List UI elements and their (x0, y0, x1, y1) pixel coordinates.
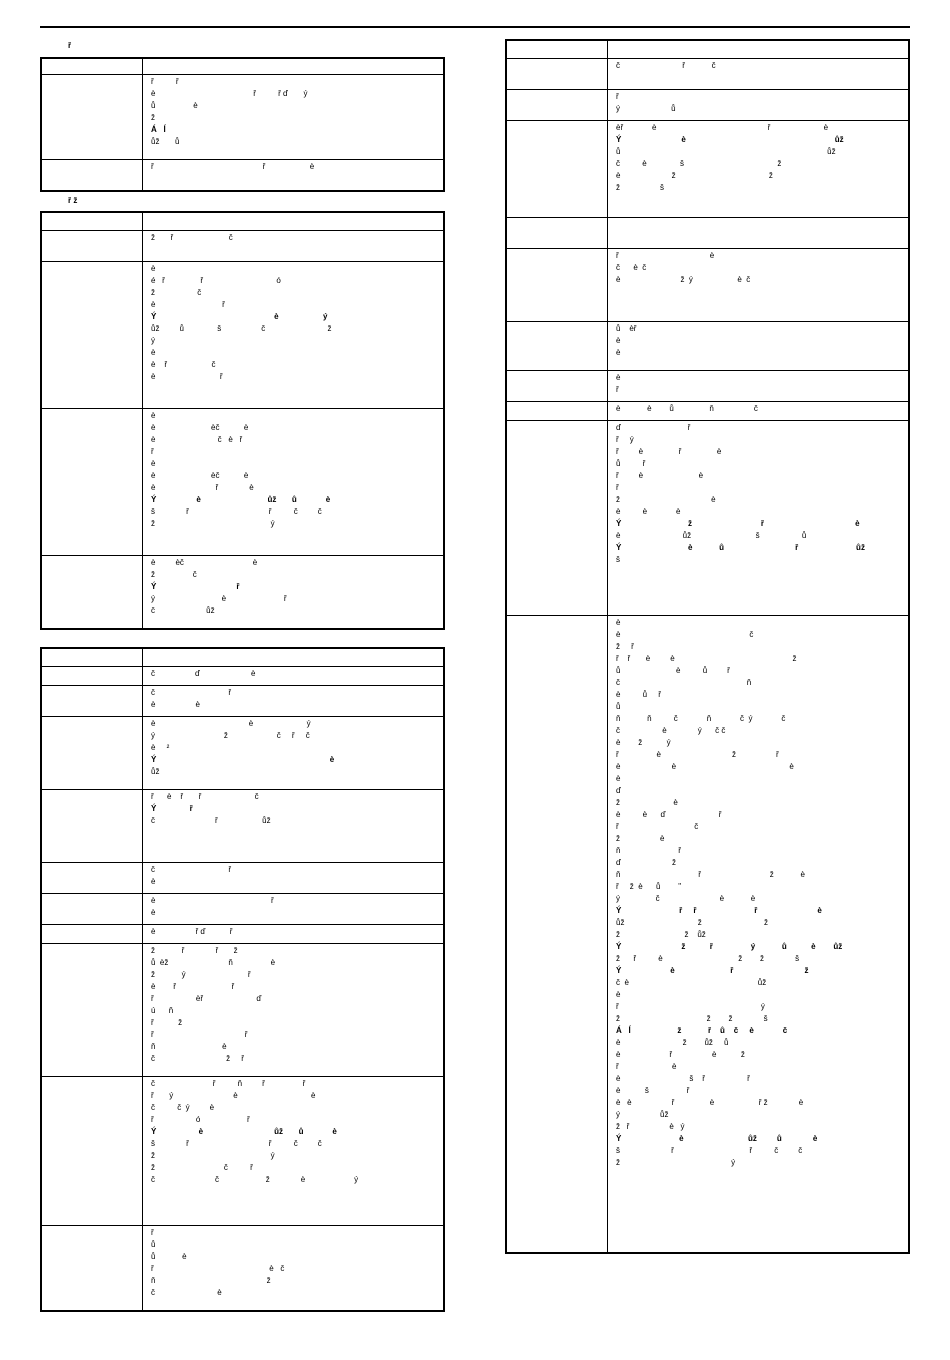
text-line: ž ý (151, 518, 275, 528)
text-line: ř ř è è ž (616, 653, 797, 663)
text-line: č è ůž (616, 977, 767, 987)
cell-content (143, 160, 443, 190)
t2-row-1-text (143, 261, 445, 408)
text-line: ř è ř ř č (151, 791, 259, 801)
text-line: è ř (151, 299, 225, 309)
text-line: è è è (616, 761, 794, 771)
t2-row-3-text (143, 555, 445, 629)
t3-row-1-text (143, 685, 445, 716)
text-line: ž è (616, 797, 678, 807)
text-line: ř (151, 446, 154, 456)
cell-content (608, 90, 908, 120)
text-line: ž č ř (151, 1162, 253, 1172)
text-line: ř ý (616, 434, 634, 444)
section-title-1: ř (68, 41, 72, 50)
text-line: è (616, 335, 621, 345)
text-line: ď ř (616, 422, 691, 432)
text-line: č ř č (616, 60, 716, 70)
text-line: ř ř è (151, 161, 315, 171)
text-line: ř è ř è (616, 446, 722, 456)
text-line: ř ý è è (151, 1090, 316, 1100)
text-line: Ý è ý (151, 311, 328, 321)
t4-row-9-text (608, 615, 910, 1253)
t2-row-2-text (143, 408, 445, 555)
text-line: ů ůž (616, 146, 836, 156)
table-1 (40, 57, 445, 192)
text-line: ž č (151, 569, 197, 579)
text-line: è (616, 773, 621, 783)
text-line: ř ó ř (151, 1114, 250, 1124)
text-line: ř ý (616, 1001, 765, 1011)
text-line: ř (616, 91, 619, 101)
text-line: ď ž (616, 857, 677, 867)
cell-content (608, 249, 908, 321)
text-line: ů è (151, 1251, 187, 1261)
text-line: è ž ž (616, 170, 773, 180)
text-line: č è č (616, 262, 647, 272)
text-line: ř ž (151, 1017, 183, 1027)
table-3 (40, 647, 445, 1312)
text-line: Ý è ůž ů è (151, 494, 331, 504)
text-line: š ř ř č č (616, 1145, 803, 1155)
top-rule (40, 26, 910, 28)
text-line: è èč è (151, 470, 249, 480)
text-line: ů (151, 1239, 156, 1249)
t4-row-3-text (608, 217, 910, 248)
t1-row-0-text (143, 74, 445, 159)
text-line: ř èř ď (151, 993, 262, 1003)
t4-row-1-text (608, 89, 910, 120)
text-line: ž ř (616, 641, 634, 651)
text-line: è è è (616, 506, 681, 516)
text-line: è (151, 347, 156, 357)
text-line: ž è (616, 833, 665, 843)
text-line: è (616, 347, 621, 357)
cell-content (143, 75, 443, 159)
text-line: ů èž ň è (151, 957, 276, 967)
text-line: ř è ž ř (616, 749, 779, 759)
text-line (616, 221, 618, 229)
text-line: è èč è (151, 422, 249, 432)
text-line: è ž ůž ů (616, 1037, 729, 1047)
text-line: č è (151, 1287, 222, 1297)
text-line: ž ř è ý (616, 1121, 685, 1131)
table-4 (505, 39, 910, 1254)
cell-content (143, 231, 443, 261)
cell-content (143, 925, 443, 943)
t3-row-8-text (143, 1076, 445, 1225)
text-line: č ř ň ř ř (151, 1078, 306, 1088)
cell-content (143, 790, 443, 862)
t3-row-9-text (143, 1225, 445, 1311)
text-line: è è (151, 699, 200, 709)
text-line: ůž ů (151, 136, 180, 146)
text-line: ň ř ž è (616, 869, 805, 879)
cell-content (608, 121, 908, 217)
text-line: Ý è ůž (616, 134, 844, 144)
text-line: Ý ř ř ř è (616, 905, 822, 915)
text-line: ž č (151, 287, 202, 297)
text-line: č è ý č č (616, 725, 726, 735)
text-line: ď (616, 785, 621, 795)
text-line: ň è (151, 1041, 227, 1051)
text-line: č ř (151, 687, 232, 697)
t4-row-7-text (608, 401, 910, 420)
text-line: è ř è ž (616, 1049, 745, 1059)
text-line: Ý ř (151, 581, 240, 591)
text-line: č ď è (151, 668, 256, 678)
text-line: è è ů ň č (616, 403, 758, 413)
text-line: ý (151, 335, 155, 345)
cell-content (608, 402, 908, 420)
text-line: ř (151, 1227, 154, 1237)
t4-row-0-text (608, 58, 910, 89)
text-line: è ř (151, 895, 274, 905)
text-line: ý ů (616, 103, 676, 113)
cell-content (143, 863, 443, 893)
text-line: š ř ř č č (151, 506, 322, 516)
text-line: ř è (616, 250, 715, 260)
text-line: č ř (151, 864, 232, 874)
t3-row-2-text (143, 716, 445, 789)
text-line: ň ř (616, 845, 681, 855)
text-line: Ý è (151, 754, 335, 764)
text-line: ž ž ůž (616, 929, 706, 939)
text-line: ý ůž (616, 1109, 669, 1119)
text-line: è ř (151, 371, 223, 381)
text-line: Ý ř (151, 803, 193, 813)
text-line: ř (616, 482, 619, 492)
text-line: è è ď ř (616, 809, 722, 819)
t3-row-4-text (143, 862, 445, 893)
text-line: ůž ž ž (616, 917, 769, 927)
text-line: ř (616, 384, 619, 394)
section-title-2: ř ž (68, 196, 78, 205)
text-line: č č ž è ý (151, 1174, 359, 1184)
text-line: ň ň č ň č ý č (616, 713, 786, 723)
text-line: ž ý (616, 1157, 736, 1167)
text-line: ř è è (616, 470, 704, 480)
text-line: ú ň (151, 1005, 174, 1015)
cell-content (143, 1077, 443, 1225)
cell-content (608, 421, 908, 615)
text-line: ů (616, 701, 621, 711)
text-line: Ý ž ř è (616, 518, 860, 528)
text-line: è (151, 410, 156, 420)
text-line: è (151, 263, 156, 273)
cell-content (143, 717, 443, 789)
cell-content (608, 616, 908, 1252)
text-line: ý ž č ř č (151, 730, 310, 740)
text-line: è (616, 372, 621, 382)
cell-content (143, 686, 443, 716)
text-line: è č è ř (151, 434, 243, 444)
text-line: è š ř (616, 1085, 690, 1095)
text-line: ň ž (151, 1275, 271, 1285)
cell-content (608, 322, 908, 370)
text-line: ž (151, 112, 155, 122)
cell-content (143, 262, 443, 408)
t4-row-6-text (608, 370, 910, 401)
text-line: ů ř (616, 458, 646, 468)
text-line: è š ř ř (616, 1073, 750, 1083)
text-line: é ř ř ó (151, 275, 281, 285)
text-line: č è š ž (616, 158, 782, 168)
text-line: Ý è ř ž (616, 965, 809, 975)
text-line: ž š (616, 182, 665, 192)
text-line: è ůž š ů (616, 530, 807, 540)
text-line: è èč è (151, 557, 258, 567)
text-line: è (151, 458, 156, 468)
t2-row-0-text (143, 230, 445, 261)
text-line: Á Í ž ř ů č è č (616, 1025, 788, 1035)
table-2 (40, 211, 445, 630)
cell-content (143, 1226, 443, 1310)
text-line: è ř è (151, 482, 254, 492)
text-line: č ůž (151, 605, 215, 615)
text-line: Ý ž ř ý ů è ůž (616, 941, 843, 951)
cell-content (608, 371, 908, 401)
text-line: ž ž ž š (616, 1013, 768, 1023)
t3-row-3-text (143, 789, 445, 862)
text-line: è (616, 989, 621, 999)
text-line: Á Í (151, 124, 166, 134)
t4-row-2-text (608, 120, 910, 217)
cell-content (143, 894, 443, 924)
text-line: è ř ď ř (151, 926, 233, 936)
text-line: ř è č (151, 1263, 285, 1273)
t3-row-0-text (143, 666, 445, 685)
text-line: š ř ř č č (151, 1138, 322, 1148)
text-line: è (151, 876, 156, 886)
t3-row-5-text (143, 893, 445, 924)
t4-row-8-text (608, 420, 910, 615)
text-line: ř ř (151, 1029, 248, 1039)
text-line: ůž ů š č ž (151, 323, 332, 333)
text-line: ř č (616, 821, 699, 831)
t3-row-6-text (143, 924, 445, 943)
cell-content (143, 944, 443, 1076)
cell-content (143, 409, 443, 555)
text-line: Ý è ů ř ůž (616, 542, 865, 552)
text-line: è ž ý è č (616, 274, 751, 284)
text-line: č ň (616, 677, 752, 687)
text-line: ř ž è ů " (616, 881, 682, 891)
text-line: Ý è ůž ů è (151, 1126, 337, 1136)
cell-content (143, 556, 443, 628)
text-line: è ² (151, 742, 170, 752)
text-line: è è ý (151, 718, 311, 728)
text-line: èř è ř è (616, 122, 829, 132)
text-line: ž ř è ž ž š (616, 953, 800, 963)
cell-content (143, 667, 443, 685)
text-line: è (151, 907, 156, 917)
text-line: ž ý ř (151, 969, 251, 979)
text-line: ý è ř (151, 593, 287, 603)
text-line: è ž ý (616, 737, 671, 747)
text-line: è č (616, 629, 754, 639)
t3-row-7-text (143, 943, 445, 1076)
t1-row-1-text (143, 159, 445, 191)
text-line: č ř ůž (151, 815, 271, 825)
text-line: ž ř ř ž (151, 945, 238, 955)
text-line: ž ř č (151, 232, 233, 242)
text-line: ý č è è (616, 893, 756, 903)
cell-content (608, 218, 908, 248)
t4-row-4-text (608, 248, 910, 321)
t4-row-5-text (608, 321, 910, 370)
cell-content (608, 59, 908, 89)
text-line: ž è (616, 494, 716, 504)
text-line: š (616, 554, 620, 564)
text-line: ř ř (151, 76, 179, 86)
text-line: è ů ř (616, 689, 661, 699)
text-line: č č ý è (151, 1102, 215, 1112)
text-line: ž ý (151, 1150, 275, 1160)
text-line: è ř č (151, 359, 216, 369)
text-line: ř è (616, 1061, 677, 1071)
text-line: è ř ř ď ý (151, 88, 308, 98)
text-line: è (616, 617, 621, 627)
text-line: è ř ř (151, 981, 235, 991)
text-line: č ž ř (151, 1053, 244, 1063)
text-line: Ý è ůž ů è (616, 1133, 818, 1143)
text-line: ů è ů ř (616, 665, 730, 675)
text-line: ůž (151, 766, 160, 776)
text-line: ů è (151, 100, 198, 110)
text-line: è è ř è ř ž è (616, 1097, 804, 1107)
text-line: ů èř (616, 323, 637, 333)
